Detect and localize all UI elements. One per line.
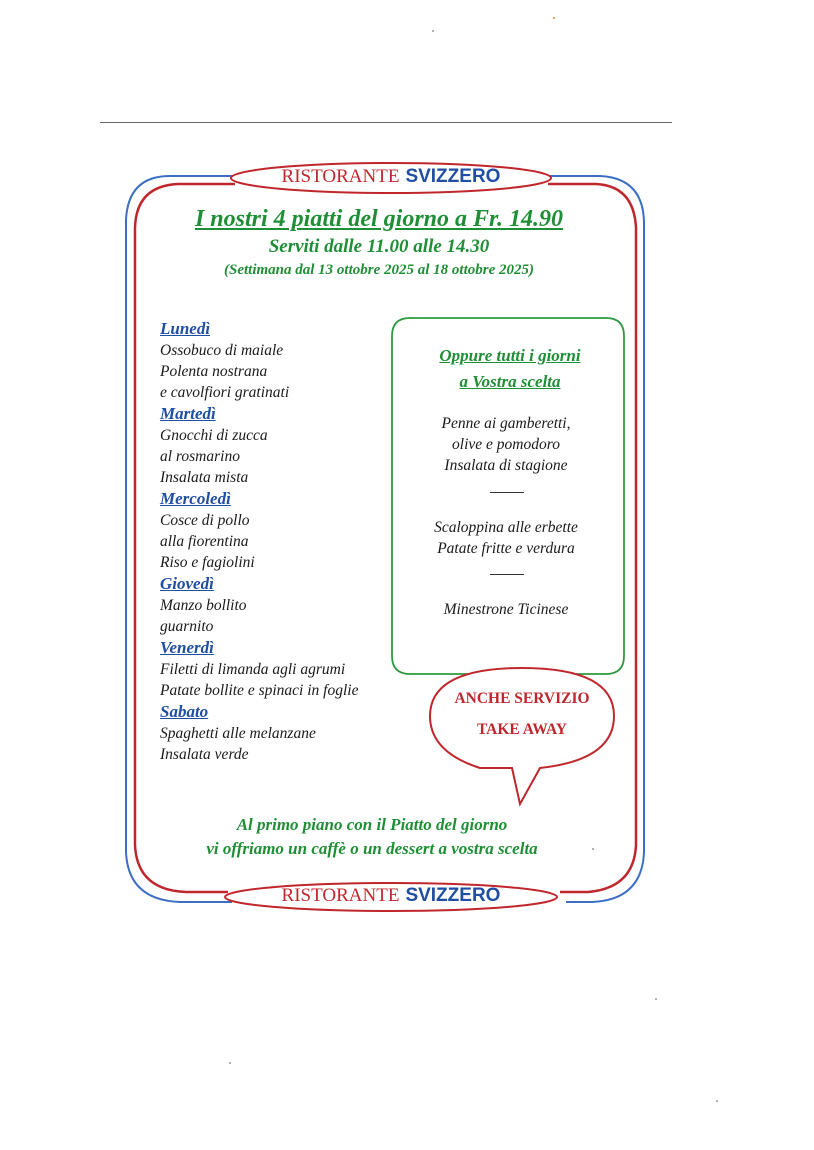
takeaway-line-1: ANCHE SERVIZIO (454, 690, 590, 707)
footer-note-1: Al primo piano con il Piatto del giorno (236, 815, 508, 834)
alt-dish: Penne ai gamberetti, (441, 415, 571, 432)
dish: guarnito (160, 618, 214, 635)
dish: Spaghetti alle melanzane (160, 725, 316, 742)
dish: Cosce di pollo (160, 512, 250, 529)
dish: Manzo bollito (160, 597, 247, 614)
daily-menu-list (160, 318, 400, 765)
day-tuesday: Martedì (160, 404, 216, 423)
takeaway-line-2: TAKE AWAY (476, 721, 568, 738)
scan-speck (229, 1062, 231, 1064)
red-frame-right (548, 184, 636, 892)
alt-dish: Insalata di stagione (444, 457, 568, 474)
alternatives-title-2: a Vostra scelta (459, 372, 561, 391)
service-hours: Serviti dalle 11.00 alle 14.30 (268, 236, 490, 257)
alt-dish: olive e pomodoro (452, 436, 560, 453)
day-friday: Venerdì (160, 638, 214, 657)
dish: Gnocchi di zucca (160, 427, 268, 444)
day-monday: Lunedì (160, 319, 211, 338)
footer-note-2: vi offriamo un caffè o un dessert a vostra scelta (206, 839, 538, 858)
separator (490, 574, 524, 575)
page-title: I nostri 4 piatti del giorno a Fr. 14.90 (194, 206, 564, 232)
scan-speck (553, 17, 555, 19)
dish: Riso e fagiolini (160, 554, 255, 571)
dish: Insalata mista (160, 469, 249, 486)
top-restaurant-name (231, 166, 551, 188)
dish: Ossobuco di maiale (160, 342, 284, 359)
bottom-restaurant-name (225, 885, 557, 907)
dish: Patate bollite e spinaci in foglie (160, 682, 359, 699)
scan-speck (432, 30, 434, 32)
restaurant-brand: SVIZZERO (405, 166, 501, 187)
alternatives-title-1: Oppure tutti i giorni (439, 346, 581, 365)
week-range: (Settimana dal 13 ottobre 2025 al 18 ottobre 2025) (224, 262, 534, 278)
dish: Polenta nostrana (160, 363, 268, 380)
dish: Filetti di limanda agli agrumi (160, 661, 346, 678)
alt-dish: Scaloppina alle erbette (434, 519, 578, 536)
dish: alla fiorentina (160, 533, 249, 550)
scan-speck (655, 998, 657, 1000)
restaurant-prefix: RISTORANTE (281, 885, 400, 906)
day-thursday: Giovedì (160, 574, 214, 593)
dish: al rosmarino (160, 448, 240, 465)
scan-speck (592, 848, 594, 850)
day-saturday: Sabato (160, 702, 209, 721)
separator (490, 492, 524, 493)
dish: e cavolfiori gratinati (160, 384, 290, 401)
day-wednesday: Mercoledì (160, 489, 231, 508)
alt-dish: Minestrone Ticinese (443, 601, 569, 618)
dish: Insalata verde (160, 746, 249, 763)
alt-dish: Patate fritte e verdura (437, 540, 575, 557)
restaurant-prefix: RISTORANTE (281, 166, 400, 187)
restaurant-brand: SVIZZERO (405, 885, 501, 906)
scan-speck (716, 1100, 718, 1102)
